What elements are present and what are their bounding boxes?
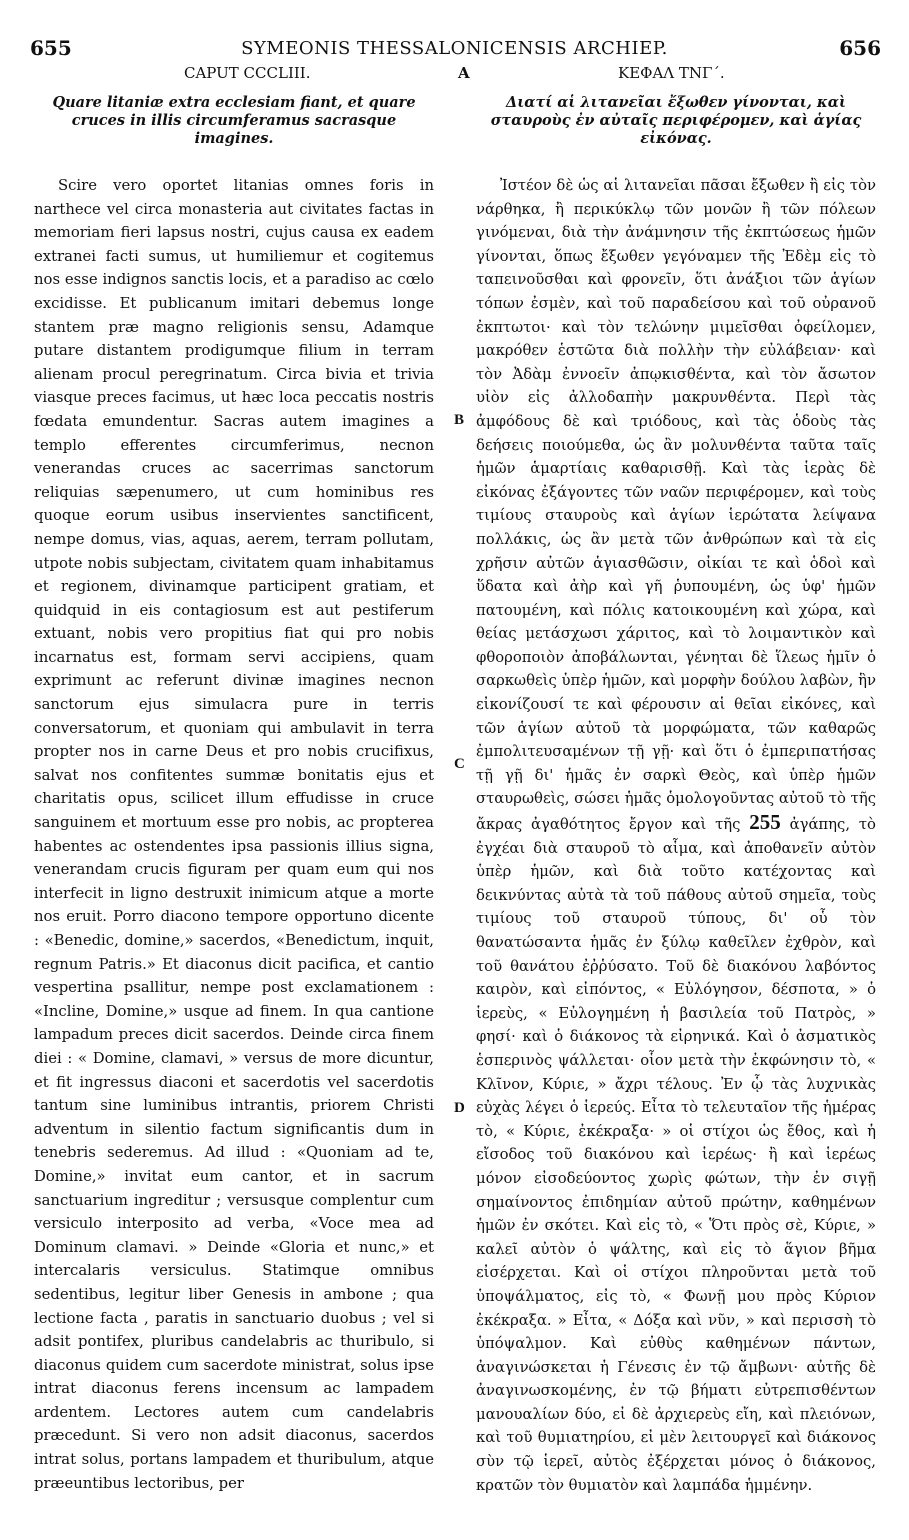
latin-body <box>34 174 434 1495</box>
margin-page-number: 255 <box>749 810 781 835</box>
page-number-left: 655 <box>30 36 72 60</box>
greek-text-part1: Ἰστέον δὲ ὡς αἱ λιτανεῖαι πᾶσαι ἔξωθεν ἢ εἰς τὸν νάρθηκα, ἢ περικύκλῳ τῶν μονῶν ἢ τῶν πόλεων γινόμεναι, διὰ τὴν ἀνάμνησιν τῆς ἐκπτώσεως ἡμῶν γίνονται, ὅπως ἔξωθεν γεγόναμεν τῆς Ἐδὲμ εἰς τὸ ταπεινοῦσθαι καὶ φρονεῖν, ὅτι ἀνάξιοι τῶν ἁγίων τόπων ἐσμὲν, καὶ τοῦ παραδείσου καὶ τοῦ οὐρανοῦ ἐκπτωτοι· καὶ τὸν τελώνην μιμεῖσθαι ὀφείλομεν, μακρόθεν ἑστῶτα διὰ πολλὴν τὴν εὐλάβειαν· καὶ τὸν Ἀδὰμ ἐννοεῖν ἀπῳκισθέντα, καὶ τὸν ἄσωτον υἱὸν εἰς ἀλλοδαπὴν μακρυνθέντα. Περὶ τὰς ἀμφόδους δὲ καὶ τριόδους, καὶ τὰς ὁδοὺς τὰς δεήσεις ποιούμεθα, ὡς ἂν μολυνθέντα ταῦτα ταῖς ἡμῶν ἁμαρτίαις καθαρισθῇ. Καὶ τὰς ἱερὰς δὲ εἰκόνας ἐξάγοντες τῶν ναῶν περιφέρομεν, καὶ τοὺς τιμίους σταυροὺς καὶ ἁγίων ἱερώτατα λείψανα πολλάκις, ὡς ἂν μετὰ τῶν ἀνθρώπων καὶ τὰ εἰς χρῆσιν αὐτῶν ἁγιασθῶσιν, οἰκίαι τε καὶ ὁδοὶ καὶ ὕδατα καὶ ἀὴρ καὶ γῆ ῥυπουμένη, ὡς ὑφ' ἡμῶν πατουμένη, καὶ πόλις κατοικουμένη καὶ χώρα, καὶ θείας μετάσχωσι χάριτος, καὶ τὸ λοιμαντικὸν καὶ φθοροποιὸν ἀποβάλωνται, γένηται δὲ ἵλεως ἡμῖν ὁ σαρκωθεὶς ὑπὲρ ἡμῶν, καὶ μορφὴν δούλου λαβὼν, ἣν εἰκονίζουσί τε καὶ φέρουσιν αἱ θεῖαι εἰκόνες, καὶ τῶν ἁγίων αὐτοῦ τὰ μορφώματα, τῶν καθαρῶς ἐμπολιτευσαμένων τῇ γῇ· καὶ ὅτι ὁ ἐμπεριπατήσας τῇ γῇ δι' ἡμᾶς ἐν σαρκὶ Θεὸς, καὶ ὑπὲρ ἡμῶν σταυρωθεὶς, σώσει ἡμᾶς ὁμολογοῦντας αὐτοῦ τὸ τῆς ἄκρας ἀγαθότητος ἔργον καὶ τῆς <box>476 177 876 834</box>
latin-paragraph: Scire vero oportet litanias omnes foris in narthece vel circa monasteria aut civitates factas in memoriam fieri lapsus nostri, cujus causa ex eadem extranei facti sumus, ut humiliemur et cogitemus nos esse indignos sanctis locis, et a paradiso ac cœlo excidisse. Et publicanum imitari debemus longe stantem præ magno religionis sensu, Adamque putare distantem prodigumque filium in terram alienam procul peregrinatum. Circa bivia et trivia viasque preces facimus, ut hæc loca peccatis nostris fœdata emundentur. Sacras autem imagines a templo efferentes circumferimus, necnon venerandas cruces ac sacerrimas sanctorum reliquias sæpenumero, ut cum hominibus res quoque eorum usibus inservientes sanctificent, nempe domus, vias, aquas, aerem, terram pollutam, utpote nobis subjectam, civitatem quam inhabitamus et regionem, divinamque participent gratiam, et quidquid in eis contagiosum est aut pestiferum extuant, nobis vero propitius fiat qui pro nobis incarnatus est, formam servi accipiens, quam exprimunt ac referunt divinæ imagines necnon sanctorum ejus simulacra pure in terris conversatorum, et quoniam qui ambulavit in terra propter nos in carne Deus et pro nobis crucifixus, salvat nos confitentes summæ bonitatis ejus et charitatis opus, scilicet illum effudisse in cruce sanguinem et mortuum esse pro nobis, ac propterea habentes ac ostendentes ipsa passionis illius signa, venerandam crucis figuram per quam eum qui nos interfecit in ligno destruxit inimicum atque a morte nos eruit. Porro diacono tempore opportuno dicente : «Benedic, domine,» sacerdos, «Benedictum, inquit, regnum Patris.» Et diaconus dicit pacifica, et cantio vespertina psallitur, nempe post exclamationem : «Incline, Domine,» usque ad finem. In qua cantione lampadum preces dicit sacerdos. Deinde circa finem diei : « Domine, clamavi, » versus de more dicuntur, et fit ingressus diaconi et sacerdotis vel sacerdotis tantum sine luminibus intrantis, priorem Christi adventum in silentio factum significantis dum in tenebris sederemus. Ad illud : «Quoniam ad te, Domine,» invitat eum cantor, et in sacrum sanctuarium ingreditur ; versusque complentur cum versiculo interposito ad verba, «Voce mea ad Dominum clamavi. » Deinde «Gloria et nunc,» et intercalaris versiculus. Statimque omnibus sedentibus, legitur liber Genesis in ambone ; qua lectione facta , paratis in sanctuario duobus ; vel si adsit pontifex, pluribus candelabris ac thuribulo, si diaconus quidem cum sacerdote ministrat, solus ipse intrat diaconus ferens incensum ac lampadem ardentem. Lectores autem cum candelabris præcedunt. Si vero non adsit diaconus, sacerdos intrat solus, portans lampadem et thuribulum, atque præeuntibus lectoribus, per <box>34 177 434 1492</box>
latin-column <box>34 94 434 1495</box>
greek-paragraph <box>476 174 876 1497</box>
latin-subtitle: Quare litaniæ extra ecclesiam fiant, et quare cruces in illis circumferamus sacrasque imagines. <box>52 94 416 147</box>
column-marker-a: A <box>458 64 470 82</box>
chapter-heading-greek: ΚΕΦΑΛ ΤΝΓ΄. <box>618 64 725 82</box>
greek-text-part2: ἀγάπης, τὸ ἐγχέαι διὰ σταυροῦ τὸ αἷμα, καὶ ἀποθανεῖν αὐτὸν ὑπὲρ ἡμῶν, καὶ διὰ τοῦτο κατέχοντας καὶ δεικνύντας αὐτὰ τὰ τοῦ πάθους αὐτοῦ σημεῖα, τοὺς τιμίους τοῦ σταυροῦ τύπους, δι' οὗ τὸν θανατώσαντα ἡμᾶς ἐν ξύλῳ καθεῖλεν ἐχθρὸν, καὶ τοῦ θανάτου ἐῤῥύσατο. Τοῦ δὲ διακόνου λαβόντος καιρὸν, καὶ εἰπόντος, « Εὐλόγησον, δέσποτα, » ὁ ἱερεὺς, « Εὐλογημένη ἡ βασιλεία τοῦ Πατρὸς, » φησί· καὶ ὁ διάκονος τὰ εἰρηνικά. Καὶ ὁ ἀσματικὸς ἑσπερινὸς ψάλλεται· οἷον μετὰ τὴν ἐκφώνησιν τὸ, « Κλῖνον, Κύριε, » ἄχρι τέλους. Ἐν ᾧ τὰς λυχνικὰς εὐχὰς λέγει ὁ ἱερεύς. Εἶτα τὸ τελευταῖον τῆς ἡμέρας τὸ, « Κύριε, ἐκέκραξα· » οἱ στίχοι ὡς ἔθος, καὶ ἡ εἴσοδος τοῦ διακόνου καὶ ἱερέως· ἢ καὶ ἱερέως μόνον εἰσοδεύοντος χωρὶς φώτων, τὴν ἐν σιγῇ σημαίνοντος ἐπιδημίαν αὐτοῦ πρώτην, καθημένων ἡμῶν ἐν σκότει. Καὶ εἰς τὸ, « Ὅτι πρὸς σὲ, Κύριε, » καλεῖ αὐτὸν ὁ ψάλτης, καὶ εἰς τὸ ἅγιον βῆμα εἰσέρχεται. Καὶ οἱ στίχοι πληροῦνται μετὰ τοῦ ὑποψάλματος, εἰς τὸ, « Φωνῇ μου πρὸς Κύριον ἐκέκραξα. » Εἶτα, « Δόξα καὶ νῦν, » καὶ περισσὴ τὸ ὑπόψαλμον. Καὶ εὐθὺς καθημένων πάντων, ἀναγινώσκεται ἡ Γένεσις ἐν τῷ ἄμβωνι· αὐτῆς δὲ ἀναγινωσκομένης, ἐν τῷ βήματι εὐτρεπισθέντων μανουαλίων δύο, εἰ δὲ ἀρχιερεὺς εἴη, καὶ πλειόνων, καὶ τοῦ θυμιατηρίου, εἰ μὲν λειτουργεῖ καὶ διάκονος σὺν τῷ ἱερεῖ, αὐτὸς ἐξέρχεται μόνος ὁ διάκονος, κρατῶν τὸν θυμιατὸν καὶ λαμπάδα ἡμμένην. <box>476 816 876 1494</box>
column-marker-d: D <box>454 1100 465 1116</box>
column-marker-c: C <box>454 756 465 772</box>
greek-body <box>476 174 876 1497</box>
column-marker-b: B <box>454 412 465 428</box>
chapter-heading-row <box>22 64 887 88</box>
greek-subtitle: Διατί αἱ λιτανεῖαι ἔξωθεν γίνονται, καὶ σταυροὺς ἐν αὐταῖς περιφέρομεν, καὶ ἁγίας εἰκόνας. <box>490 94 862 147</box>
running-header <box>22 36 887 66</box>
running-title: SYMEONIS THESSALONICENSIS ARCHIEP. <box>241 38 668 59</box>
chapter-heading-latin: CAPUT CCCLIII. <box>184 64 311 82</box>
page-number-right: 656 <box>839 36 881 60</box>
greek-column <box>476 94 876 1497</box>
